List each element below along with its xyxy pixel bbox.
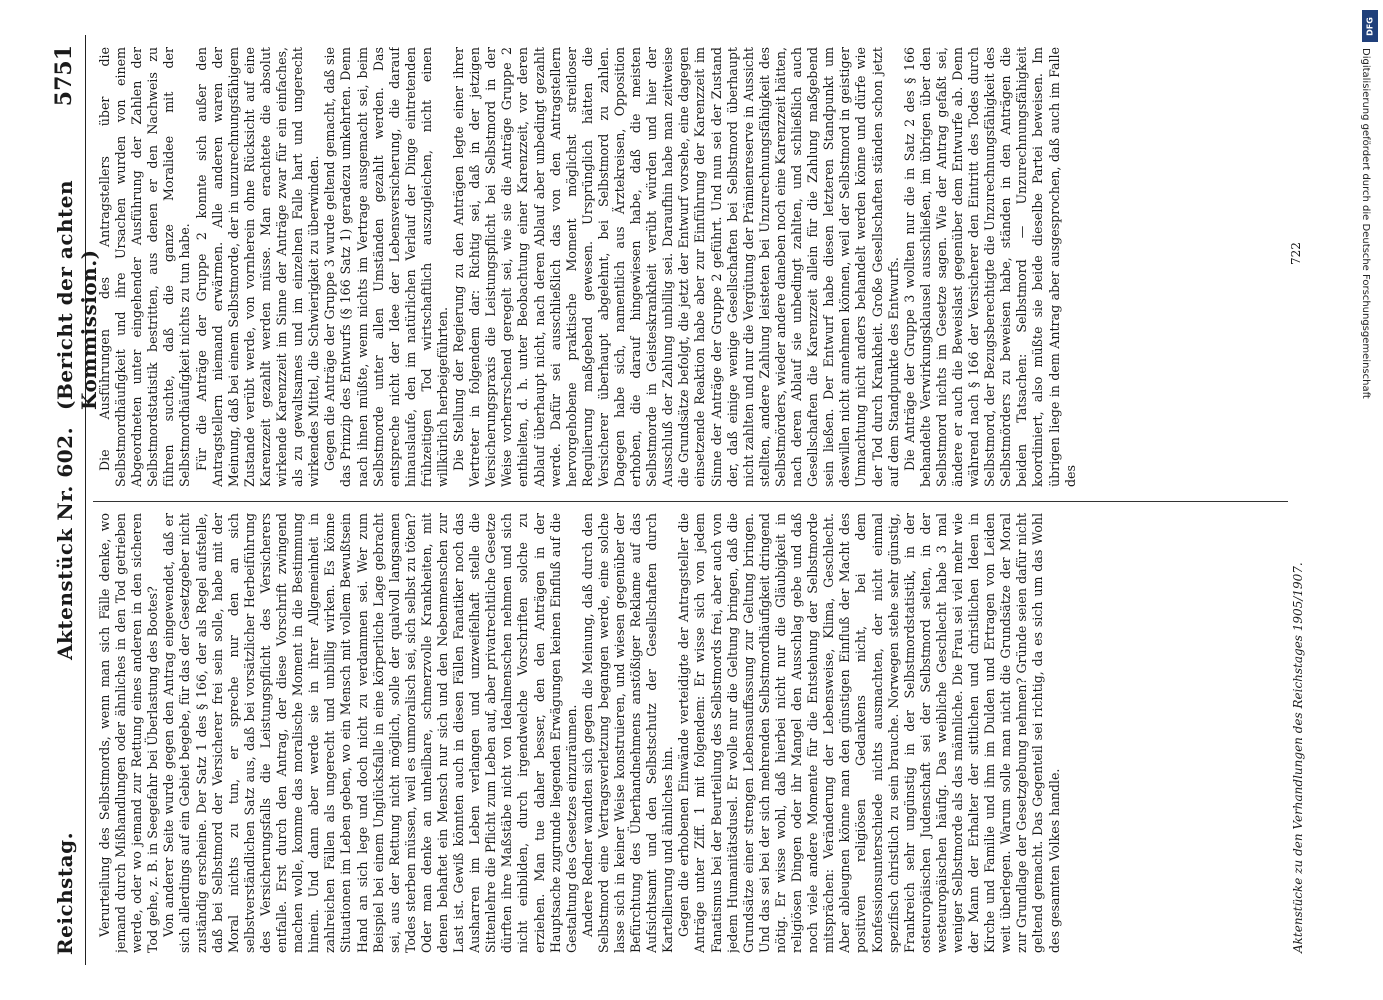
header-document-number: Aktenstück Nr. 602. [53,426,77,660]
footer-source: Aktenstücke zu den Verhandlungen des Reichstages 1905/1907. [1291,562,1305,953]
text-column-right [97,47,1287,487]
header-commission: (Bericht der achten Kommission.) [53,179,101,410]
paragraph: Für die Anträge der Gruppe 2 konnte sich außer den Antragstellern niemand erwärmen. Alle anderen waren der Meinung, daß bei einem Selbstmorde, der in unzurechnungsfähigem Zustande verübt werde, von vornherein ohne Rücksicht auf eine Karenzzeit gezahlt werden müsse. Man erachtete die absolut wirkende Karenzzeit im Sinne der Anträge zwar für ein einfaches, als zu gewaltsames und im einzelnen Falle hart und ungerecht wirkendes Mittel, die Schwierigkeit zu überwinden. [193,47,322,487]
rotated-page-content [45,35,1328,965]
paragraph: Die Anträge der Gruppe 3 wollten nur die in Satz 2 des § 166 behandelte Verwirkungsklausel ausschließen, im übrigen über den Selbstmord nichts im Gesetze sagen. Wie der Antrag gefaßt sei, ändere er auch die Beweislast gegenüber dem Entwurfe ab. Denn während nach § 166 der Versicherer den Eintritt des Todes durch Selbstmord, der Bezugsberechtigte die Unzurechnungsfähigkeit des Selbstmörders zu beweisen habe, ständen in den Anträgen die beiden Tatsachen: Selbstmord — Unzurechnungsfähigkeit koordiniert, also müßte sie beide dieselbe Partei beweisen. Im übrigen liege in dem Antrag aber ausgesprochen, daß auch im Falle des [901,47,1078,487]
column-divider [93,501,1288,502]
paragraph: Andere Redner wandten sich gegen die Meinung, daß durch den Selbstmord eine Vertragsverletzung begangen werde, eine solche lasse sich in keiner Weise konstruieren, und wiesen gegenüber der Befürchtung des Überhandnehmens anstößiger Reklame auf das Aufsichtsamt und den Selbstschutz der Gesellschaften durch Kartellierung und ähnliches hin. [579,513,676,953]
paragraph: Gegen die erhobenen Einwände verteidigte der Antragsteller die Anträge unter Ziff. 1 mit folgendem: Er wisse sich von jedem Fanatismus bei der Beurteilung des Selbstmords frei, aber auch von jedem Humanitätsdusel. Er wolle nur die Geltung bringen, daß die Grundsätze einer strengen Lebensauffassung zur Geltung bringen. Und das sei bei der sich mehrenden Selbstmordhäufigkeit dringend nötig. Er wisse wohl, daß hierbei nicht nur die Gläubigkeit in religiösen Dingen oder ihr Mangel den Ausschlag gebe und daß noch viele andere Momente für die Entstehung der Selbstmorde mitsprächen: Veränderung der Lebensweise, Klima, Geschlecht. Aber ableugnen könne man den günstigen Einfluß der Macht des positiven religiösen Gedankens nicht, bei dem Konfessionsunterschiede nichts ausmachten, der nicht einmal spezifisch christlich zu sein brauche. Norwegen stehe sehr günstig, Frankreich sehr ungünstig in der Selbstmordstatistik, in der osteuropäischen Judenschaft sei der Selbstmord selten, in der westeuropäischen häufig. Das weibliche Geschlecht habe 3 mal weniger Selbstmorde als das männliche. Die Frau sei viel mehr wie der Mann der Erhalter der sittlichen und christlichen Ideen in Kirche und Familie und ihm im Dulden und Ertragen von Leiden weit überlegen. Warum solle man nicht die Grundsätze der Moral zur Grundlage der Gesetzgebung nehmen? Gründe seien dafür nicht geltend gemacht. Das Gegenteil sei richtig, da es sich um das Wohl des gesamten Volkes handle. [676,513,1062,953]
dfg-logo-icon: DFG [1362,10,1378,42]
footer-sheet-number: 722 [1289,242,1303,265]
paragraph: Von anderer Seite wurde gegen den Antrag eingewendet, daß er sich allerdings auf ein Gebiet begebe, für das der Gesetzgeber nicht zuständig erscheine. Der Satz 1 des § 166, der als Regel aufstelle, daß bei Selbstmord der Versicherer frei sein solle, habe mit der Moral nichts zu tun, er spreche nur den an sich selbstverständlichen Satz aus, daß bei vorsätzlicher Herbeiführung des Versicherungsfalls die Leistungspflicht des Versicherers entfalle. Erst durch den Antrag, der diese Vorschrift zwingend machen wolle, komme das moralische Moment in die Bestimmung hinein. Und dann aber werde sie in ihrer Allgemeinheit in zahlreichen Fällen als ungerecht und unbillig wirken. Es könne Situationen im Leben geben, wo ein Mensch mit vollem Bewußtsein Hand an sich lege und doch nicht zu verdammen sei. Wer zum Beispiel bei einem Unglücksfalle in eine körperliche Lage gebracht sei, aus der Rettung nicht möglich, solle der qualvoll langsamen Todes sterben müssen, weil es unmoralisch sei, sich selbst zu töten? Oder man denke an unheilbare, schmerzvolle Krankheiten, mit denen behaftet ein Mensch nur sich und den Nebenmenschen zur Last ist. Gewiß könnten auch in diesen Fällen Fanatiker noch das Ausharren im Leben verlangen und unzweifelhaft stelle die Sittenlehre die Pflicht zum Leben auf, aber privatrechtliche Gesetze dürften ihre Maßstäbe nicht von Idealmenschen nehmen und sich nicht einbilden, durch irgendwelche Vorschriften solche zu erziehen. Man tue daher besser, den den Anträgen in der Hauptsache zugrunde liegenden Erwägungen keinen Einfluß auf die Gestaltung des Gesetzes einzuräumen. [161,513,579,953]
page-header [45,35,101,965]
text-column-left [97,513,1287,953]
paragraph: Die Stellung der Regierung zu den Anträgen legte einer ihrer Vertreter in folgendem dar: Richtig sei, daß in der jetzigen Versicherungspraxis die Leistungspflicht bei Selbstmord in der Weise vorherrschend geregelt sei, wie sie die Anträge Gruppe 2 enthielten, d. h. unter Beobachtung einer Karenzzeit, vor deren Ablauf überhaupt nicht, nach deren Ablauf aber unbedingt gezahlt werde. Dafür sei ausschließlich das von den Antragstellern hervorgehobene praktische Moment möglichst streitloser Regulierung maßgebend gewesen. Ursprünglich hätten die Versicherer überhaupt abgelehnt, bei Selbstmord zu zahlen. Dagegen habe sich, namentlich aus Ärztekreisen, Opposition erhoben, die darauf hingewiesen habe, daß die meisten Selbstmorde in Geisteskrankheit verübt würden und hier der Ausschluß der Zahlung unbillig sei. Daraufhin habe man zeitweise die Grundsätze befolgt, die jetzt der Entwurf vorsehe, eine dagegen einsetzende Reaktion habe aber zur Einführung der Karenzzeit im Sinne der Anträge der Gruppe 2 geführt. Und nun sei der Zustand der, daß einige wenige Gesellschaften bei Selbstmord überhaupt nicht zahlten und nur die Vergütung der Prämienreserve in Aussicht stellten, andere Zahlung leisteten bei Unzurechnungsfähigkeit des Selbstmörders, wieder andere daneben noch eine Karenzzeit hätten, nach deren Ablauf sie unbedingt zahlten, und schließlich auch Gesellschaften die Karenzzeit allein für die Zahlung maßgebend sein ließen. Der Entwurf habe diesen letzteren Standpunkt um deswillen nicht annehmen können, weil der Selbstmord in geistiger Umnachtung nicht anders behandelt werden könne und dürfe wie der Tod durch Krankheit. Große Gesellschaften ständen schon jetzt auf dem Standpunkte des Entwurfs. [451,47,901,487]
header-left: Reichstag. [53,831,77,955]
page-number: 5751 [51,45,77,107]
digitization-credit: Digitalisierung gefördert durch die Deutsche Forschungsgemeinschaft [1360,48,1371,399]
paragraph: Gegen die Anträge der Gruppe 3 wurde geltend gemacht, daß sie das Prinzip des Entwurfs (§ 166 Satz 1) geradezu umkehrten. Denn nach ihnen müßte, wenn nichts im Vertrage ausgemacht sei, beim Selbstmorde unter allen Umständen gezahlt werden. Das entspreche nicht der Idee der Lebensversicherung, die darauf hinauslaufe, den im natürlichen Verlauf der Dinge eintretenden frühzeitigen Tod wirtschaftlich auszugleichen, nicht einen willkürlich herbeigeführten. [322,47,450,487]
paragraph: Die Ausführungen des Antragstellers über die Selbstmordhäufigkeit und ihre Ursachen wurden von einem Abgeordneten unter eingehender Ausführung der Zahlen der Selbstmordstatistik bestritten, aus denen er den Nachweis zu führen suchte, daß die ganze Moralidee mit der Selbstmordhäufigkeit nichts zu tun habe. [97,47,193,487]
paragraph: Verurteilung des Selbstmords, wenn man sich Fälle denke, wo jemand durch Mißhandlungen oder ähnliches in den Tod getrieben werde, oder wo jemand zur Rettung eines anderen in den sicheren Tod gehe, z. B. in Seegefahr bei Überlastung des Bootes? [97,513,161,953]
